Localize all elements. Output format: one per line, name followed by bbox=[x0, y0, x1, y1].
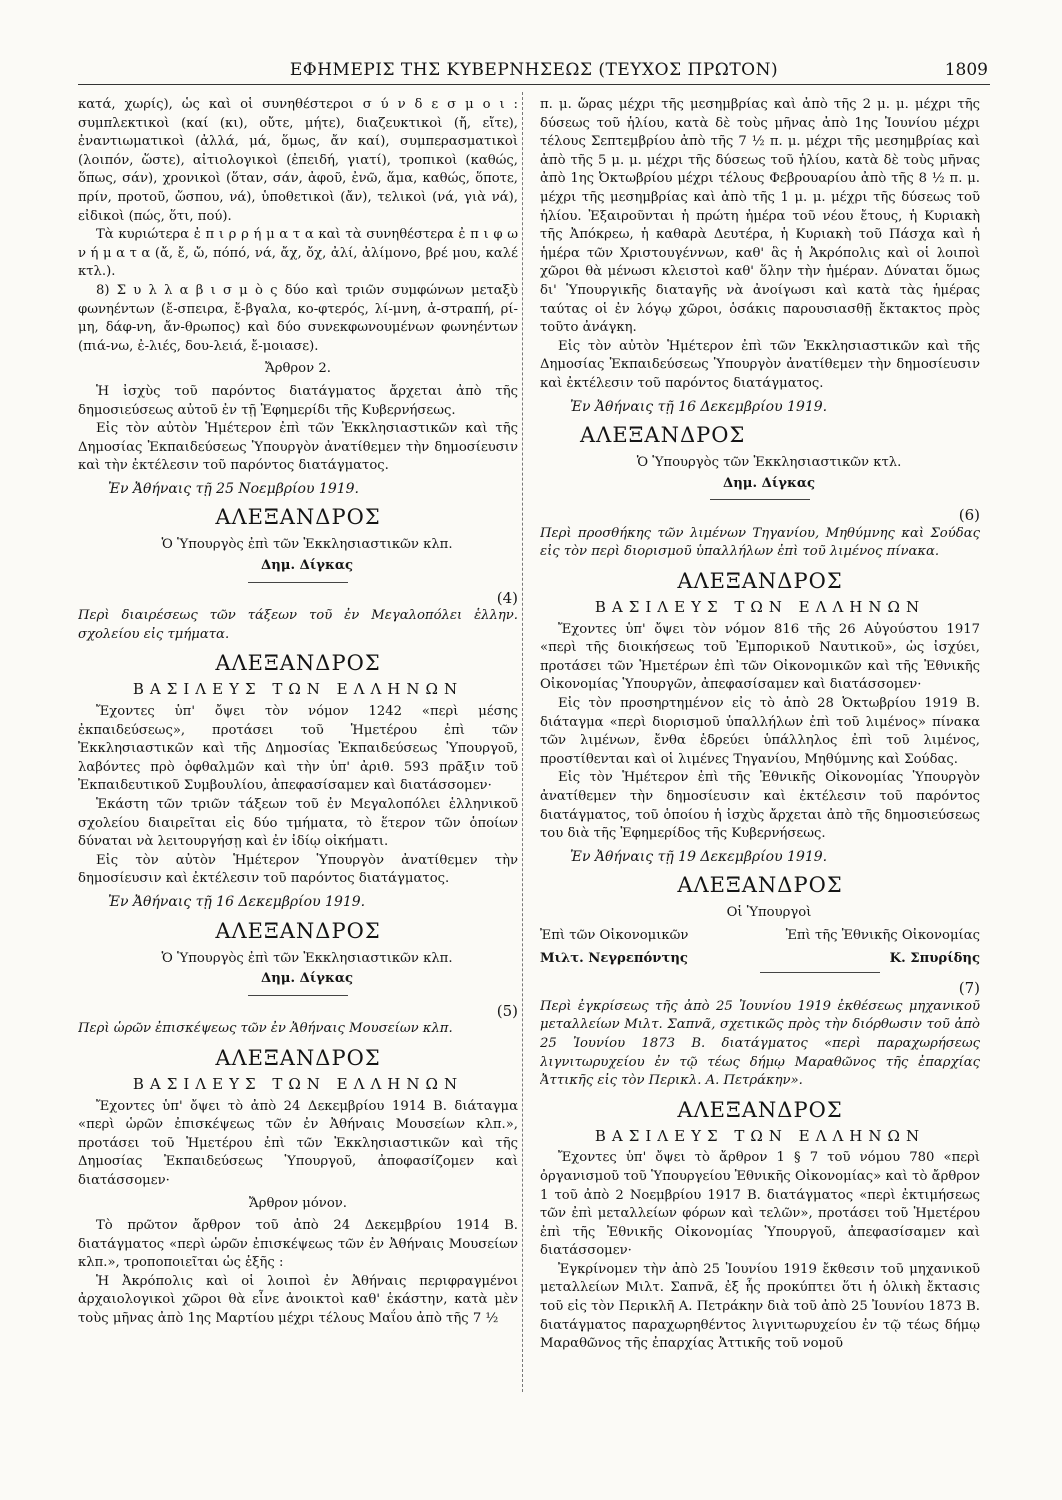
separator-rule bbox=[248, 582, 348, 583]
decree-number: (5) bbox=[496, 1001, 518, 1020]
king-heading: ΑΛΕΞΑΝΔΡΟΣ bbox=[677, 569, 843, 594]
minister-title: Ὁ Ὑπουργὸς ἐπὶ τῶν Ἐκκλησιαστικῶν κλπ. bbox=[161, 537, 453, 553]
minister-name: Δημ. Δίγκας bbox=[260, 558, 354, 574]
king-title: ΒΑΣΙΛΕΥΣ ΤΩΝ ΕΛΛΗΝΩΝ bbox=[594, 1126, 926, 1145]
paragraph: Ἡ Ἀκρόπολις καὶ οἱ λοιποὶ ἐν Ἀθήναις περιφραγμένοι ἀρχαιολογικοὶ χῶροι θὰ εἶνε ἀνοικτοὶ καθ' ἑκάστην, κατὰ μὲν τοὺς μῆνας ἀπὸ 1ης Μαρτίου μέχρι τέλους Μαΐου ἀπὸ τῆς 7 ½ bbox=[78, 1273, 518, 1327]
decree-date: Ἐν Ἀθήναις τῇ 19 Δεκεμβρίου 1919. bbox=[570, 848, 828, 865]
article-heading: Ἄρθρον μόνον. bbox=[249, 1195, 347, 1211]
paragraph: Ἔχοντες ὑπ' ὄψει τὸ ἀπὸ 24 Δεκεμβρίου 1914 Β. διάταγμα «περὶ ὡρῶν ἐπισκέψεως τῶν ἐν Ἀθήναις Μουσείων κλπ.», προτάσει τοῦ Ἡμετέρου ἐπὶ τῶν Ἐκκλησιαστικῶν καὶ τῆς Δημοσίας Ἐκπαιδεύσεως Ὑπουργοῦ, ἀποφασίζομεν καὶ διατάσσομεν· bbox=[78, 1098, 518, 1188]
page-title: ΕΦΗΜΕΡΙΣ ΤΗΣ ΚΥΒΕΡΝΗΣΕΩΣ (ΤΕΥΧΟΣ ΠΡΩΤΟΝ) bbox=[289, 60, 779, 80]
paragraph: Ἔχοντες ὑπ' ὄψει τὸν νόμον 816 τῆς 26 Αὐγούστου 1917 «περὶ τῆς διοικήσεως τοῦ Ἐμπορικοῦ Ναυτικοῦ», ὡς ἰσχύει, προτάσει τῶν Ἡμετέρων ἐπὶ τῶν Οἰκονομικῶν καὶ τῆς Ἐθνικῆς Οἰκονομίας Ὑπουργῶν, ἀπεφασίσαμεν καὶ διατάσσομεν· bbox=[540, 621, 980, 693]
article-heading: Ἄρθρον 2. bbox=[265, 361, 331, 377]
paragraph: Εἰς τὸν αὐτὸν Ἡμέτερον Ὑπουργὸν ἀνατίθεμεν τὴν δημοσίευσιν καὶ ἐκτέλεσιν τοῦ παρόντος διατάγματος. bbox=[78, 852, 518, 887]
paragraph: 8) Σ υ λ λ α β ι σ μ ὸ ς δύο καὶ τριῶν συμφώνων μεταξὺ φωνηέντων (ἔ-σπειρα, ἔ-βγαλα, κο-φτερός, λί-μνη, ἀ-στραπή, ρί-μη, δάφ-νη, ἄν-θρωπος) καὶ δύο συνεκφωνουμένων φωνηέντων (πιά-νω, ἐ-λιές, δου-λειά, ἔ-μοιασε). bbox=[78, 282, 518, 354]
decree-subject: Περὶ προσθήκης τῶν λιμένων Τηγανίου, Μηθύμνης καὶ Σούδας εἰς τὸν περὶ διορισμοῦ ὑπαλλήλων ἐπὶ τοῦ λιμένος πίνακα. bbox=[540, 525, 980, 560]
page-number: 1809 bbox=[944, 60, 988, 80]
minister-title: Ἐπὶ τῶν Οἰκονομικῶν bbox=[540, 927, 689, 943]
king-title: ΒΑΣΙΛΕΥΣ ΤΩΝ ΕΛΛΗΝΩΝ bbox=[132, 1074, 464, 1093]
paragraph: Τὸ πρῶτον ἄρθρον τοῦ ἀπὸ 24 Δεκεμβρίου 1914 Β. διατάγματος «περὶ ὡρῶν ἐπισκέψεως τῶν ἐν Ἀθήναις Μουσείων κλπ.», τροποποιεῖται ὡς ἑξῆς : bbox=[78, 1218, 518, 1271]
decree-date: Ἐν Ἀθήναις τῇ 16 Δεκεμβρίου 1919. bbox=[570, 398, 828, 415]
separator-rule bbox=[760, 972, 880, 973]
paragraph: Εἰς τὸν Ἡμέτερον ἐπὶ τῆς Ἐθνικῆς Οἰκονομίας Ὑπουργὸν ἀνατίθεμεν τὴν δημοσίευσιν καὶ ἐκτέλεσιν τοῦ παρόντος διατάγματος, τοῦ ὁποίου ἡ ἰσχὺς ἄρχεται ἀπὸ τῆς δημοσιεύσεως του διὰ τῆς Ἐφημερίδος τῆς Κυβερνήσεως. bbox=[540, 770, 980, 842]
paragraph: Εἰς τὸν αὐτὸν Ἡμέτερον ἐπὶ τῶν Ἐκκλησιαστικῶν καὶ τῆς Δημοσίας Ἐκπαιδεύσεως Ὑπουργὸν ἀνατίθεμεν τὴν δημοσίευσιν καὶ ἐκτέλεσιν τοῦ παρόντος διατάγματος. bbox=[540, 338, 980, 391]
paragraph: Εἰς τὸν αὐτὸν Ἡμέτερον ἐπὶ τῶν Ἐκκλησιαστικῶν καὶ τῆς Δημοσίας Ἐκπαιδεύσεως Ὑπουργὸν ἀνατίθεμεν τὴν δημοσίευσιν καὶ τὴν ἐκτέλεσιν τοῦ παρόντος διατάγματος. bbox=[78, 421, 518, 474]
paragraph: Ἔχοντες ὑπ' ὄψει τὸ ἄρθρον 1 § 7 τοῦ νόμου 780 «περὶ ὀργανισμοῦ τοῦ Ὑπουργείου Ἐθνικῆς Οἰκονομίας» καὶ τὸ ἄρθρον 1 τοῦ ἀπὸ 2 Νοεμβρίου 1917 Β. διατάγματος «περὶ ἐκτιμήσεως τῶν ἐπὶ μεταλλείων φόρων καὶ τελῶν», προτάσει τοῦ Ἡμετέρου ἐπὶ τῆς Ἐθνικῆς Οἰκονομίας Ὑπουργοῦ, ἀπεφασίσαμεν καὶ διατάσσομεν· bbox=[540, 1150, 980, 1259]
paragraph: Ἐγκρίνομεν τὴν ἀπὸ 25 Ἰουνίου 1919 ἔκθεσιν τοῦ μηχανικοῦ μεταλλείων Μιλτ. Σαπνᾶ, ἐξ ἧς προκύπτει ὅτι ἡ ὁλικὴ ἔκτασις τοῦ εἰς τὸν Περικλῆ Α. Πετράκην διὰ τοῦ ἀπὸ 25 Ἰουνίου 1873 Β. διατάγματος παραχωρηθέντος λιγνιτωρυχείου ἐν τῷ τέως δήμῳ Μαραθῶνος τῆς ἐπαρχίας Ἀττικῆς τοῦ νομοῦ bbox=[540, 1261, 980, 1352]
right-column bbox=[540, 96, 980, 1386]
king-heading: ΑΛΕΞΑΝΔΡΟΣ bbox=[677, 1097, 843, 1122]
decree-date: Ἐν Ἀθήναις τῇ 16 Δεκεμβρίου 1919. bbox=[108, 893, 366, 910]
decree-number: (6) bbox=[958, 506, 980, 525]
decree-subject: Περὶ ἐγκρίσεως τῆς ἀπὸ 25 Ἰουνίου 1919 ἐκθέσεως μηχανικοῦ μεταλλείων Μιλτ. Σαπνᾶ, σχετικῶς πρὸς τὴν διόρθωσιν τοῦ ἀπὸ 25 Ἰουνίου 1873 Β. διατάγματος «περὶ παραχωρήσεως λιγνιτωρυχείου ἐν τῷ τέως δήμῳ Μαραθῶνος τῆς ἐπαρχίας Ἀττικῆς εἰς τὸν Περικλ. Α. Πετράκην». bbox=[540, 998, 980, 1089]
king-heading: ΑΛΕΞΑΝΔΡΟΣ bbox=[215, 651, 381, 676]
left-column bbox=[78, 96, 518, 1386]
minister-names-row bbox=[540, 950, 980, 969]
minister-name: Δημ. Δίγκας bbox=[260, 971, 354, 987]
minister-titles-row bbox=[540, 927, 980, 946]
decree-number: (7) bbox=[958, 979, 980, 998]
minister-title: Ὁ Ὑπουργὸς τῶν Ἐκκλησιαστικῶν κτλ. bbox=[636, 455, 902, 471]
minister-name: Μιλτ. Νεγρεπόντης bbox=[540, 950, 688, 966]
decree-date: Ἐν Ἀθήναις τῇ 25 Νοεμβρίου 1919. bbox=[108, 480, 359, 497]
ministers-heading: Οἱ Ὑπουργοὶ bbox=[726, 905, 812, 921]
king-signature: ΑΛΕΞΑΝΔΡΟΣ bbox=[215, 505, 381, 530]
king-title: ΒΑΣΙΛΕΥΣ ΤΩΝ ΕΛΛΗΝΩΝ bbox=[594, 598, 926, 617]
king-heading: ΑΛΕΞΑΝΔΡΟΣ bbox=[215, 1045, 381, 1070]
paragraph: π. μ. ὥρας μέχρι τῆς μεσημβρίας καὶ ἀπὸ τῆς 2 μ. μ. μέχρι τῆς δύσεως τοῦ ἡλίου, κατὰ δὲ τοὺς μῆνας ἀπὸ 1ης Ἰουνίου μέχρι τέλους Σεπτεμβρίου ἀπὸ τῆς 7 ½ π. μ. μέχρι τῆς μεσημβρίας καὶ ἀπὸ τῆς 5 μ. μ. μέχρι τῆς δύσεως τοῦ ἡλίου, κατὰ δὲ τοὺς μῆνας ἀπὸ 1ης Ὀκτωβρίου μέχρι τέλους Φεβρουαρίου ἀπὸ τῆς 8 ½ π. μ. μέχρι τῆς μεσημβρίας καὶ ἀπὸ τῆς 1 μ. μ. μέχρι τῆς δύσεως τοῦ ἡλίου. Ἐξαιροῦνται ἡ πρώτη ἡμέρα τοῦ νέου ἔτους, ἡ Κυριακὴ τῆς Ἀπόκρεω, ἡ καθαρὰ Δευτέρα, ἡ Κυριακὴ τοῦ Πάσχα καὶ ἡ ἡμέρα τῶν Χριστουγέννων, καθ' ἃς ἡ Ἀκρόπολις καὶ οἱ λοιποὶ χῶροι θὰ μένωσι κλειστοὶ καθ' ὅλην τὴν ἡμέραν. Δύναται ὅμως δι' Ὑπουργικῆς διαταγῆς νὰ ἀνοίγωσι καὶ κατὰ τὰς ἡμέρας ταύτας οἱ ἐν λόγῳ χῶροι, ὁσάκις παρουσιασθῇ ἔκτακτος πρὸς τοῦτο ἀνάγκη. bbox=[540, 97, 980, 336]
minister-name: Κ. Σπυρίδης bbox=[889, 950, 980, 966]
paragraph: Εἰς τὸν προσηρτημένον εἰς τὸ ἀπὸ 28 Ὀκτωβρίου 1919 Β. διάταγμα «περὶ διορισμοῦ ὑπαλλήλων ἐπὶ τοῦ λιμένος» πίνακα τῶν λιμένων, ἔνθα ἑδρεύει ὑπάλληλος ἐπὶ τοῦ λιμένος, προστίθενται καὶ οἱ λιμένες Τηγανίου, Μηθύμνης καὶ Σούδας. bbox=[540, 696, 980, 767]
separator-rule bbox=[248, 995, 348, 996]
decree-subject: Περὶ διαιρέσεως τῶν τάξεων τοῦ ἐν Μεγαλοπόλει ἑλλην. σχολείου εἰς τμήματα. bbox=[78, 608, 518, 642]
paragraph: Ἑκάστη τῶν τριῶν τάξεων τοῦ ἐν Μεγαλοπόλει ἑλληνικοῦ σχολείου διαιρεῖται εἰς δύο τμήματα, τὸ ἕτερον τῶν ὁποίων δύναται νὰ λειτουργήσῃ καὶ ἐν ἰδίῳ οἰκήματι. bbox=[78, 797, 518, 850]
paragraph: κατά, χωρίς), ὡς καὶ οἱ συνηθέστεροι σ ύ ν δ ε σ μ ο ι : συμπλεκτικοὶ (καί (κι), οὔτε, μήτε), διαζευκτικοὶ (ἤ, εἴτε), ἐναντιωματικοὶ (ἀλλά, μά, ὅμως, ἄν καί), συμπερασματικοὶ (λοιπόν, ὥστε), αἰτιολογικοὶ (ἐπειδή, γιατί), τροπικοὶ (καθώς, ὅπως, σάν), χρονικοὶ (ὅταν, σάν, ἀφοῦ, ἐνῶ, ἅμα, καθώς, ὅποτε, πρίν, προτοῦ, ὥσπου, νά), ὑποθετικοὶ (ἄν), τελικοὶ (νά, γιὰ νά), εἰδικοὶ (πώς, ὅτι, πού). bbox=[78, 97, 518, 224]
separator-rule bbox=[710, 499, 810, 500]
decree-subject: Περὶ ὡρῶν ἐπισκέψεως τῶν ἐν Ἀθήναις Μουσείων κλπ. bbox=[78, 1021, 453, 1037]
minister-title: Ὁ Ὑπουργὸς ἐπὶ τῶν Ἐκκλησιαστικῶν κλπ. bbox=[161, 950, 453, 966]
minister-name: Δημ. Δίγκας bbox=[722, 475, 816, 491]
page-header bbox=[78, 58, 990, 85]
decree-number: (4) bbox=[496, 588, 518, 607]
paragraph: Ἔχοντες ὑπ' ὄψει τὸν νόμον 1242 «περὶ μέσης ἐκπαιδεύσεως», προτάσει τοῦ Ἡμετέρου ἐπὶ τῶν Ἐκκλησιαστικῶν καὶ τῆς Δημοσίας Ἐκπαιδεύσεως Ὑπουργοῦ, λαβόντες πρὸ ὀφθαλμῶν καὶ τὴν ὑπ' ἀριθ. 593 πρᾶξιν τοῦ Ἐκπαιδευτικοῦ Συμβουλίου, ἀπεφασίσαμεν καὶ διατάσσομεν· bbox=[78, 704, 518, 794]
king-signature: ΑΛΕΞΑΝΔΡΟΣ bbox=[580, 423, 746, 448]
column-divider bbox=[522, 92, 523, 1392]
minister-title: Ἐπὶ τῆς Ἐθνικῆς Οἰκονομίας bbox=[785, 927, 980, 943]
king-title: ΒΑΣΙΛΕΥΣ ΤΩΝ ΕΛΛΗΝΩΝ bbox=[132, 680, 464, 699]
king-signature: ΑΛΕΞΑΝΔΡΟΣ bbox=[677, 873, 843, 898]
king-signature: ΑΛΕΞΑΝΔΡΟΣ bbox=[215, 918, 381, 943]
paragraph: Ἡ ἰσχὺς τοῦ παρόντος διατάγματος ἄρχεται ἀπὸ τῆς δημοσιεύσεως αὐτοῦ ἐν τῇ Ἐφημερίδι τῆς Κυβερνήσεως. bbox=[78, 383, 518, 418]
paragraph: Τὰ κυριώτερα ἐ π ι ρ ρ ή μ α τ α καὶ τὰ συνηθέστερα ἐ π ι φ ω ν ή μ α τ α (ἄ, ἔ, ὤ, πόπό, νά, ἄχ, ὄχ, ἀλί, ἀλίμονο, βρέ μου, καλέ κτλ.). bbox=[78, 227, 518, 280]
